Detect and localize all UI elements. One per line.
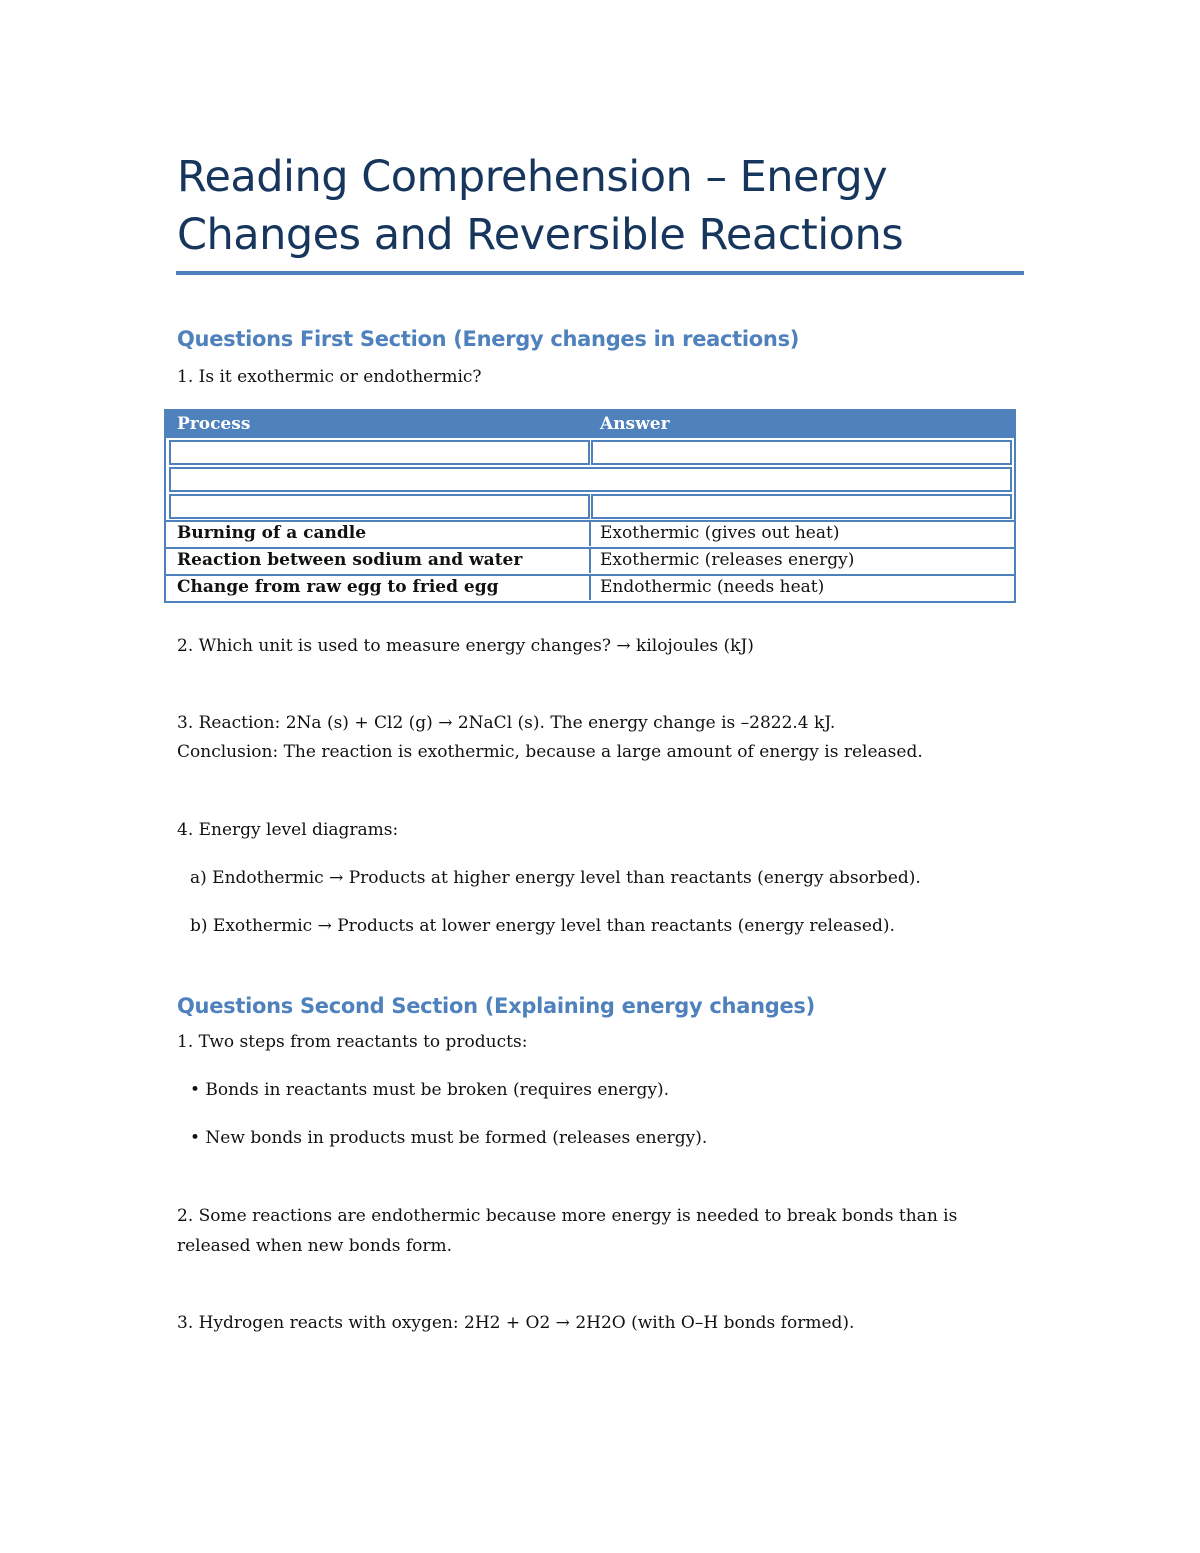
table-row: [166, 574, 1014, 600]
section1-q4: 4. Energy level diagrams:: [177, 820, 399, 840]
empty-cell: [169, 494, 590, 519]
title-underline: [176, 271, 1024, 275]
process-cell: Change from raw egg to fried egg: [177, 577, 499, 597]
section2-q1-bullet1: • Bonds in reactants must be broken (requires energy).: [190, 1080, 670, 1100]
section1-q1: 1. Is it exothermic or endothermic?: [177, 367, 482, 387]
empty-cell: [591, 494, 1012, 519]
empty-cell: [169, 440, 590, 465]
answer-cell: Endothermic (needs heat): [600, 577, 825, 597]
empty-cell: [591, 440, 1012, 465]
section2-heading: Questions Second Section (Explaining energy changes): [177, 994, 815, 1018]
table-header: [166, 411, 1014, 438]
title-line-1: Reading Comprehension – Energy: [177, 152, 888, 202]
table-row: [166, 520, 1014, 546]
table-header-process: Process: [177, 414, 251, 434]
column-divider: [589, 576, 591, 600]
process-answer-table: [164, 409, 1016, 603]
column-divider: [589, 522, 591, 546]
section1-q4a: a) Endothermic → Products at higher energy level than reactants (energy absorbed).: [190, 868, 921, 888]
section1-q3-line2: Conclusion: The reaction is exothermic, because a large amount of energy is released.: [177, 742, 923, 762]
document-title: [177, 148, 1027, 264]
section2-q3: 3. Hydrogen reacts with oxygen: 2H2 + O2 → 2H2O (with O–H bonds formed).: [177, 1313, 855, 1333]
section1-q2: 2. Which unit is used to measure energy changes? → kilojoules (kJ): [177, 636, 754, 656]
section2-q2-line2: released when new bonds form.: [177, 1236, 453, 1256]
section1-q4b: b) Exothermic → Products at lower energy level than reactants (energy released).: [190, 916, 895, 936]
answer-cell: Exothermic (releases energy): [600, 550, 855, 570]
section2-q2-line1: 2. Some reactions are endothermic because more energy is needed to break bonds than is: [177, 1206, 958, 1226]
answer-cell: Exothermic (gives out heat): [600, 523, 840, 543]
empty-cell: [169, 467, 1012, 492]
table-row: [166, 547, 1014, 573]
process-cell: Burning of a candle: [177, 523, 367, 543]
table-header-answer: Answer: [600, 414, 670, 434]
section2-q1-bullet2: • New bonds in products must be formed (releases energy).: [190, 1128, 708, 1148]
process-cell: Reaction between sodium and water: [177, 550, 523, 570]
section2-q1: 1. Two steps from reactants to products:: [177, 1032, 528, 1052]
section1-q3-line1: 3. Reaction: 2Na (s) + Cl2 (g) → 2NaCl (s). The energy change is –2822.4 kJ.: [177, 713, 836, 733]
title-line-2: Changes and Reversible Reactions: [177, 210, 904, 260]
section1-heading: Questions First Section (Energy changes in reactions): [177, 327, 800, 351]
column-divider: [589, 549, 591, 573]
